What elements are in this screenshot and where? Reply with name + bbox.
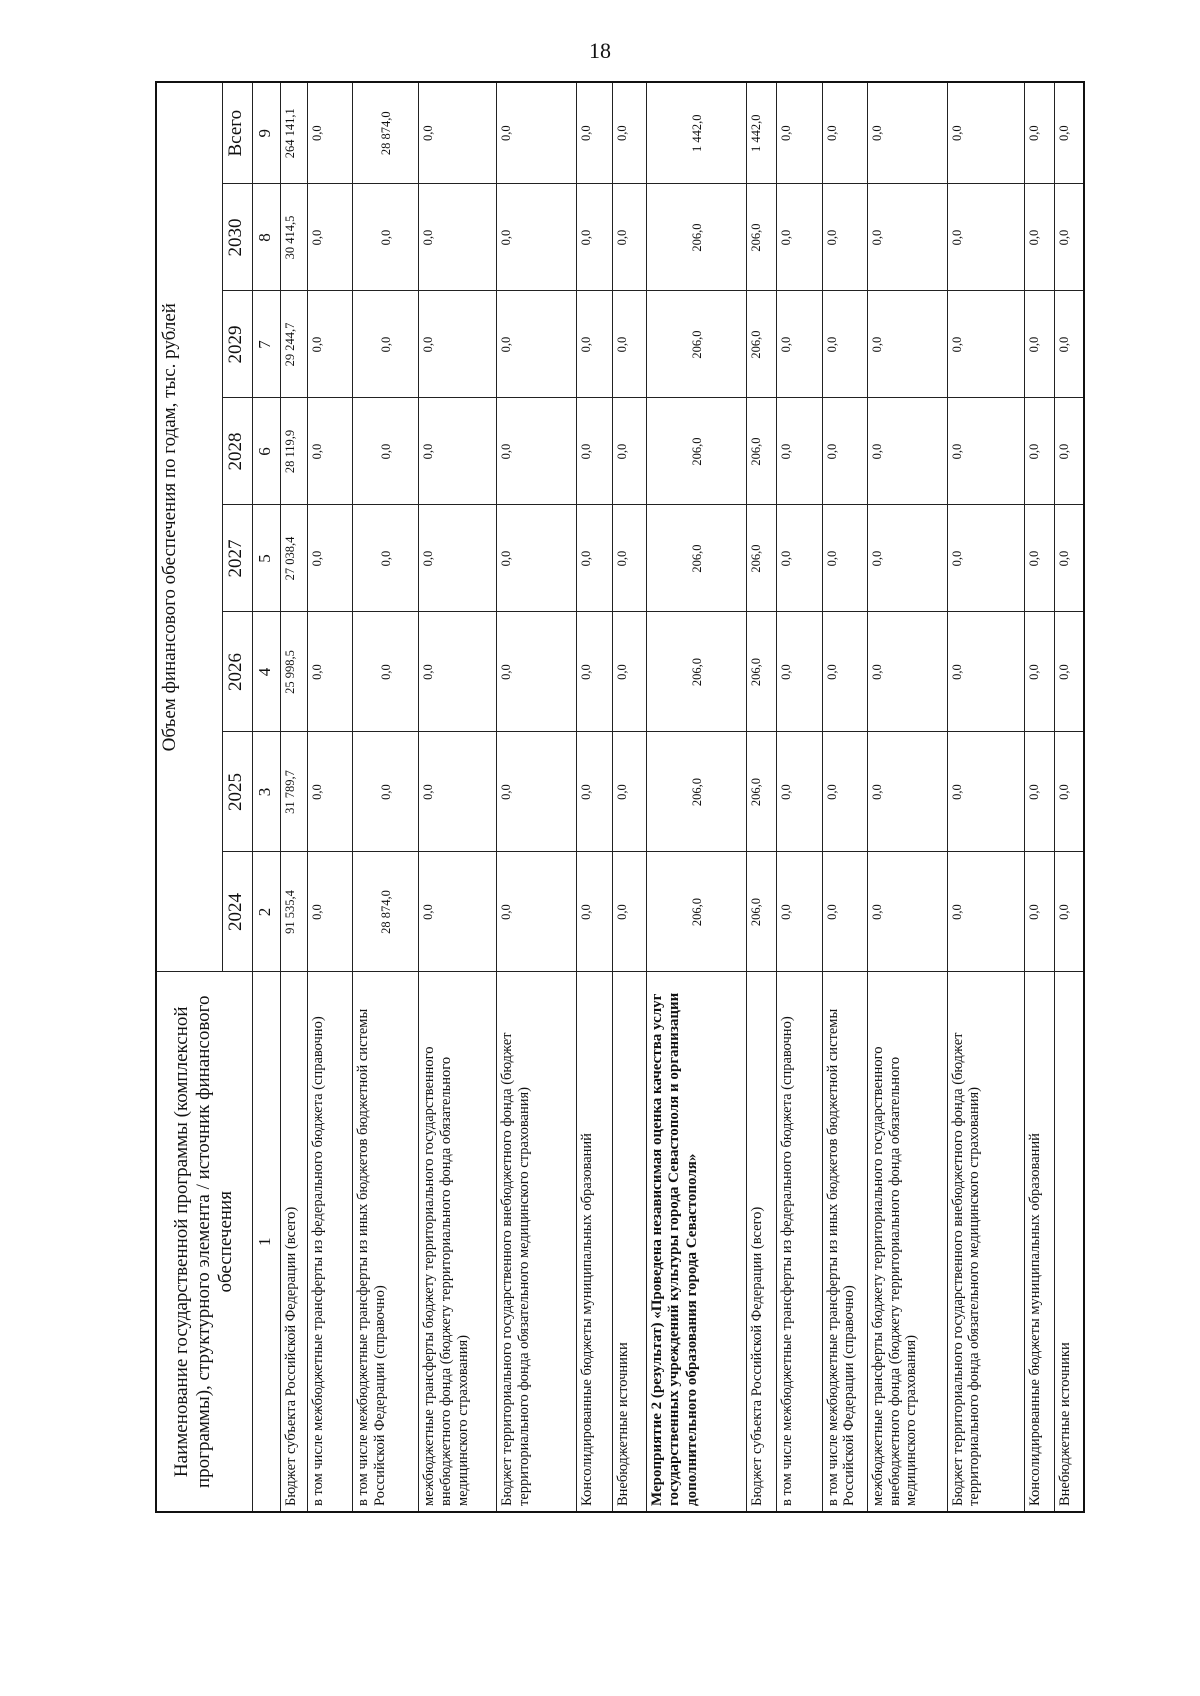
value-cell: 0,0 <box>776 291 822 398</box>
value-cell: 0,0 <box>822 852 868 972</box>
value-cell: 0,0 <box>947 505 1024 612</box>
value-cell: 0,0 <box>353 291 419 398</box>
value-cell: 0,0 <box>307 398 353 505</box>
header-index: 2 <box>252 852 280 972</box>
value-cell: 0,0 <box>576 82 612 184</box>
value-cell: 0,0 <box>868 505 948 612</box>
value-cell: 27 038,4 <box>280 505 307 612</box>
row-label: Внебюджетные источники <box>1054 972 1084 1512</box>
value-cell: 0,0 <box>1054 82 1084 184</box>
value-cell: 0,0 <box>776 505 822 612</box>
value-cell: 0,0 <box>1025 732 1055 852</box>
value-cell: 0,0 <box>496 732 576 852</box>
value-cell: 0,0 <box>613 184 647 291</box>
row-label: в том числе межбюджетные трансферты из федерального бюджета (справочно) <box>776 972 822 1512</box>
header-index: 8 <box>252 184 280 291</box>
value-cell: 0,0 <box>307 852 353 972</box>
value-cell: 0,0 <box>307 505 353 612</box>
header-index: 3 <box>252 732 280 852</box>
header-name: Наименование государственной программы (комплексной программы), структурного элемента / источник финансового обеспечения <box>156 972 252 1512</box>
value-cell: 0,0 <box>1025 612 1055 732</box>
value-cell: 0,0 <box>868 732 948 852</box>
value-cell: 0,0 <box>613 505 647 612</box>
value-cell: 0,0 <box>496 505 576 612</box>
value-cell: 0,0 <box>496 82 576 184</box>
value-cell: 0,0 <box>307 732 353 852</box>
value-cell: 0,0 <box>947 184 1024 291</box>
value-cell: 29 244,7 <box>280 291 307 398</box>
row-label: Бюджет территориального государственного внебюджетного фонда (бюджет территориального фонда обязательного медицинского страхования) <box>496 972 576 1512</box>
value-cell: 0,0 <box>419 184 496 291</box>
value-cell: 206,0 <box>747 732 777 852</box>
table-row <box>747 82 777 1512</box>
value-cell: 0,0 <box>1025 184 1055 291</box>
value-cell: 0,0 <box>947 852 1024 972</box>
value-cell: 0,0 <box>353 732 419 852</box>
header-index-row <box>252 82 280 1512</box>
value-cell: 206,0 <box>647 291 747 398</box>
row-label: межбюджетные трансферты бюджету территориального государственного внебюджетного фонда (бюджету территориального фонда обязательного медицинского страхования) <box>419 972 496 1512</box>
table-row <box>822 82 868 1512</box>
value-cell: 1 442,0 <box>647 82 747 184</box>
header-index: 9 <box>252 82 280 184</box>
row-label: Бюджет территориального государственного внебюджетного фонда (бюджет территориального фонда обязательного медицинского страхования) <box>947 972 1024 1512</box>
value-cell: 0,0 <box>496 291 576 398</box>
value-cell: 0,0 <box>822 184 868 291</box>
value-cell: 0,0 <box>576 732 612 852</box>
value-cell: 0,0 <box>947 82 1024 184</box>
header-year: 2026 <box>222 612 252 732</box>
value-cell: 0,0 <box>776 852 822 972</box>
value-cell: 0,0 <box>613 82 647 184</box>
value-cell: 0,0 <box>947 291 1024 398</box>
header-year: 2028 <box>222 398 252 505</box>
value-cell: 0,0 <box>496 852 576 972</box>
header-index: 5 <box>252 505 280 612</box>
header-year: 2025 <box>222 732 252 852</box>
value-cell: 0,0 <box>419 505 496 612</box>
value-cell: 0,0 <box>496 398 576 505</box>
value-cell: 0,0 <box>1025 82 1055 184</box>
value-cell: 206,0 <box>647 184 747 291</box>
value-cell: 0,0 <box>776 82 822 184</box>
value-cell: 0,0 <box>822 612 868 732</box>
row-label: в том числе межбюджетные трансферты из иных бюджетов бюджетной системы Российской Федерации (справочно) <box>822 972 868 1512</box>
value-cell: 206,0 <box>647 852 747 972</box>
value-cell: 25 998,5 <box>280 612 307 732</box>
header-year: 2030 <box>222 184 252 291</box>
header-index: 7 <box>252 291 280 398</box>
table-row <box>613 82 647 1512</box>
value-cell: 0,0 <box>776 612 822 732</box>
value-cell: 0,0 <box>947 732 1024 852</box>
header-year: 2027 <box>222 505 252 612</box>
value-cell: 0,0 <box>1054 398 1084 505</box>
value-cell: 206,0 <box>647 612 747 732</box>
row-label: Бюджет субъекта Российской Федерации (всего) <box>747 972 777 1512</box>
value-cell: 206,0 <box>747 291 777 398</box>
value-cell: 0,0 <box>1025 505 1055 612</box>
value-cell: 0,0 <box>868 291 948 398</box>
value-cell: 0,0 <box>576 184 612 291</box>
value-cell: 0,0 <box>1054 505 1084 612</box>
value-cell: 0,0 <box>868 82 948 184</box>
value-cell: 1 442,0 <box>747 82 777 184</box>
value-cell: 0,0 <box>576 852 612 972</box>
header-index: 4 <box>252 612 280 732</box>
value-cell: 0,0 <box>1025 291 1055 398</box>
value-cell: 0,0 <box>1054 612 1084 732</box>
row-label: в том числе межбюджетные трансферты из федерального бюджета (справочно) <box>307 972 353 1512</box>
value-cell: 0,0 <box>1025 852 1055 972</box>
header-year: 2029 <box>222 291 252 398</box>
value-cell: 0,0 <box>419 732 496 852</box>
measure-title: Мероприятие 2 (результат) «Проведена независимая оценка качества услуг государственных учреждений культуры города Севастополя и организации дополнительного образования города Севастополя» <box>647 972 747 1512</box>
page-number: 18 <box>589 38 611 63</box>
value-cell: 0,0 <box>613 852 647 972</box>
rotated-table-block <box>155 83 1085 1513</box>
table-row <box>307 82 353 1512</box>
value-cell: 0,0 <box>947 612 1024 732</box>
value-cell: 0,0 <box>496 612 576 732</box>
table-row <box>868 82 948 1512</box>
header-index: 1 <box>252 972 280 1512</box>
value-cell: 0,0 <box>307 184 353 291</box>
table-row <box>353 82 419 1512</box>
value-cell: 0,0 <box>1054 291 1084 398</box>
value-cell: 0,0 <box>419 612 496 732</box>
value-cell: 0,0 <box>1054 732 1084 852</box>
value-cell: 0,0 <box>576 398 612 505</box>
row-label: Консолидированные бюджеты муниципальных образований <box>1025 972 1055 1512</box>
value-cell: 0,0 <box>613 732 647 852</box>
table-row <box>647 82 747 1512</box>
value-cell: 206,0 <box>747 852 777 972</box>
value-cell: 0,0 <box>868 612 948 732</box>
header-year: 2024 <box>222 852 252 972</box>
row-label: Консолидированные бюджеты муниципальных образований <box>576 972 612 1512</box>
table-row <box>776 82 822 1512</box>
value-cell: 0,0 <box>419 398 496 505</box>
value-cell: 0,0 <box>353 398 419 505</box>
value-cell: 0,0 <box>496 184 576 291</box>
value-cell: 0,0 <box>822 82 868 184</box>
financing-table <box>155 81 1085 1513</box>
value-cell: 0,0 <box>613 612 647 732</box>
table-row <box>496 82 576 1512</box>
value-cell: 0,0 <box>1054 852 1084 972</box>
table-row <box>1054 82 1084 1512</box>
value-cell: 0,0 <box>307 612 353 732</box>
value-cell: 0,0 <box>613 398 647 505</box>
value-cell: 0,0 <box>822 505 868 612</box>
value-cell: 0,0 <box>613 291 647 398</box>
value-cell: 0,0 <box>419 82 496 184</box>
value-cell: 28 119,9 <box>280 398 307 505</box>
value-cell: 0,0 <box>576 612 612 732</box>
header-span: Объем финансового обеспечения по годам, тыс. рублей <box>156 82 222 972</box>
value-cell: 91 535,4 <box>280 852 307 972</box>
value-cell: 264 141,1 <box>280 82 307 184</box>
row-label: Бюджет субъекта Российской Федерации (всего) <box>280 972 307 1512</box>
value-cell: 0,0 <box>307 291 353 398</box>
value-cell: 206,0 <box>747 184 777 291</box>
value-cell: 0,0 <box>776 398 822 505</box>
value-cell: 0,0 <box>868 852 948 972</box>
value-cell: 206,0 <box>647 732 747 852</box>
value-cell: 28 874,0 <box>353 852 419 972</box>
header-index: 6 <box>252 398 280 505</box>
table-row <box>947 82 1024 1512</box>
value-cell: 206,0 <box>747 612 777 732</box>
value-cell: 0,0 <box>353 505 419 612</box>
table-row <box>1025 82 1055 1512</box>
value-cell: 0,0 <box>353 612 419 732</box>
value-cell: 0,0 <box>868 398 948 505</box>
row-label: межбюджетные трансферты бюджету территориального государственного внебюджетного фонда (бюджету территориального фонда обязательного медицинского страхования) <box>868 972 948 1512</box>
table-row <box>419 82 496 1512</box>
value-cell: 0,0 <box>576 291 612 398</box>
value-cell: 0,0 <box>776 184 822 291</box>
value-cell: 0,0 <box>868 184 948 291</box>
value-cell: 0,0 <box>1025 398 1055 505</box>
value-cell: 28 874,0 <box>353 82 419 184</box>
value-cell: 0,0 <box>307 82 353 184</box>
value-cell: 0,0 <box>353 184 419 291</box>
value-cell: 0,0 <box>419 852 496 972</box>
value-cell: 206,0 <box>747 398 777 505</box>
table-row <box>280 82 307 1512</box>
table-row <box>576 82 612 1512</box>
value-cell: 0,0 <box>1054 184 1084 291</box>
value-cell: 206,0 <box>647 505 747 612</box>
value-cell: 0,0 <box>822 398 868 505</box>
value-cell: 0,0 <box>947 398 1024 505</box>
value-cell: 0,0 <box>822 732 868 852</box>
value-cell: 0,0 <box>776 732 822 852</box>
row-label: Внебюджетные источники <box>613 972 647 1512</box>
value-cell: 30 414,5 <box>280 184 307 291</box>
value-cell: 0,0 <box>419 291 496 398</box>
value-cell: 0,0 <box>576 505 612 612</box>
header-year: Всего <box>222 82 252 184</box>
value-cell: 31 789,7 <box>280 732 307 852</box>
value-cell: 0,0 <box>822 291 868 398</box>
value-cell: 206,0 <box>647 398 747 505</box>
value-cell: 206,0 <box>747 505 777 612</box>
row-label: в том числе межбюджетные трансферты из иных бюджетов бюджетной системы Российской Федерации (справочно) <box>353 972 419 1512</box>
